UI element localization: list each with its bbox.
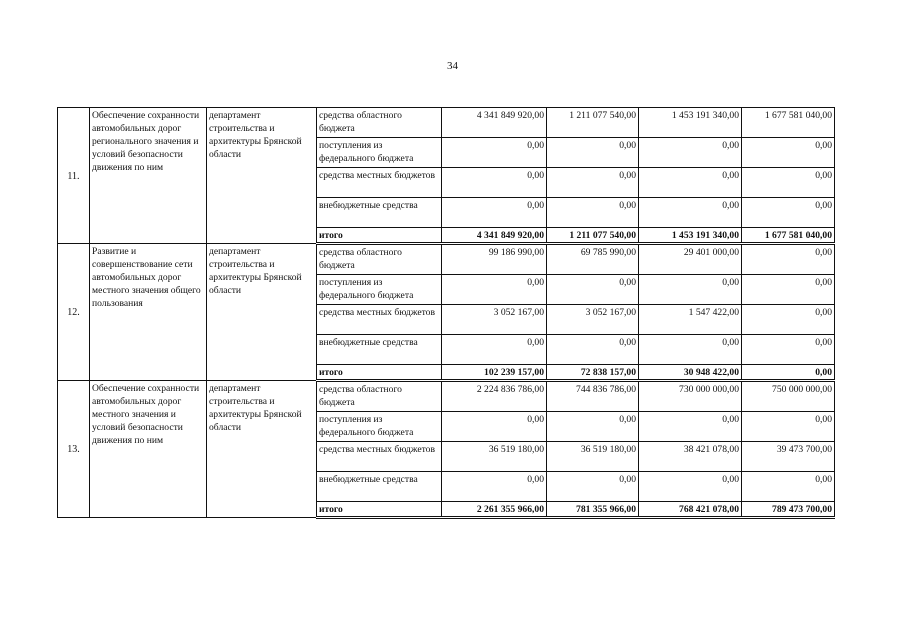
amount-cell: 1 453 191 340,00 [639, 108, 742, 138]
amount-cell: 0,00 [742, 305, 835, 335]
budget-table [57, 107, 835, 519]
funding-source-label: внебюджетные средства [317, 335, 442, 365]
funding-source-label: поступления из федерального бюджета [317, 275, 442, 305]
amount-cell: 0,00 [442, 275, 547, 305]
amount-cell: 0,00 [742, 412, 835, 442]
responsible-department: департамент строительства и архитектуры Брянской области [207, 108, 317, 244]
amount-cell: 36 519 180,00 [442, 442, 547, 472]
amount-cell: 0,00 [639, 335, 742, 365]
total-amount-cell: 789 473 700,00 [742, 502, 835, 518]
funding-source-label: внебюджетные средства [317, 472, 442, 502]
amount-cell: 0,00 [442, 472, 547, 502]
amount-cell: 0,00 [547, 138, 639, 168]
amount-cell: 750 000 000,00 [742, 381, 835, 412]
funding-source-label: поступления из федерального бюджета [317, 138, 442, 168]
total-amount-cell: 4 341 849 920,00 [442, 228, 547, 244]
funding-source-label: средства местных бюджетов [317, 168, 442, 198]
amount-cell: 3 052 167,00 [442, 305, 547, 335]
amount-cell: 2 224 836 786,00 [442, 381, 547, 412]
funding-source-label: внебюджетные средства [317, 198, 442, 228]
measure-name: Обеспечение сохранности автомобильных дорог регионального значения и условий безопасности движения по ним [90, 108, 207, 244]
amount-cell: 1 547 422,00 [639, 305, 742, 335]
total-amount-cell: 1 211 077 540,00 [547, 228, 639, 244]
amount-cell: 0,00 [547, 275, 639, 305]
measure-name: Обеспечение сохранности автомобильных дорог местного значения и условий безопасности движения по ним [90, 381, 207, 518]
amount-cell: 0,00 [742, 275, 835, 305]
amount-cell: 0,00 [742, 168, 835, 198]
total-amount-cell: 1 453 191 340,00 [639, 228, 742, 244]
amount-cell: 730 000 000,00 [639, 381, 742, 412]
amount-cell: 69 785 990,00 [547, 244, 639, 275]
item-number: 13. [58, 381, 90, 518]
funding-source-label: поступления из федерального бюджета [317, 412, 442, 442]
amount-cell: 29 401 000,00 [639, 244, 742, 275]
funding-source-label: средства областного бюджета [317, 244, 442, 275]
amount-cell: 0,00 [742, 244, 835, 275]
amount-cell: 0,00 [639, 198, 742, 228]
amount-cell: 36 519 180,00 [547, 442, 639, 472]
funding-source-label: средства областного бюджета [317, 108, 442, 138]
amount-cell: 39 473 700,00 [742, 442, 835, 472]
amount-cell: 0,00 [639, 472, 742, 502]
amount-cell: 0,00 [639, 168, 742, 198]
total-amount-cell: 30 948 422,00 [639, 365, 742, 381]
amount-cell: 0,00 [442, 138, 547, 168]
total-amount-cell: 768 421 078,00 [639, 502, 742, 518]
total-amount-cell: 102 239 157,00 [442, 365, 547, 381]
amount-cell: 0,00 [639, 275, 742, 305]
table-row [58, 244, 835, 275]
amount-cell: 38 421 078,00 [639, 442, 742, 472]
item-number: 11. [58, 108, 90, 244]
total-amount-cell: 2 261 355 966,00 [442, 502, 547, 518]
amount-cell: 1 677 581 040,00 [742, 108, 835, 138]
amount-cell: 0,00 [442, 198, 547, 228]
amount-cell: 0,00 [742, 138, 835, 168]
amount-cell: 0,00 [547, 198, 639, 228]
total-amount-cell: 72 838 157,00 [547, 365, 639, 381]
amount-cell: 0,00 [742, 472, 835, 502]
amount-cell: 3 052 167,00 [547, 305, 639, 335]
table-row [58, 108, 835, 138]
funding-source-label: средства областного бюджета [317, 381, 442, 412]
amount-cell: 0,00 [547, 168, 639, 198]
amount-cell: 0,00 [547, 335, 639, 365]
amount-cell: 0,00 [742, 198, 835, 228]
funding-source-label: средства местных бюджетов [317, 305, 442, 335]
responsible-department: департамент строительства и архитектуры Брянской области [207, 244, 317, 381]
item-number: 12. [58, 244, 90, 381]
responsible-department: департамент строительства и архитектуры Брянской области [207, 381, 317, 518]
amount-cell: 0,00 [742, 335, 835, 365]
table-row [58, 381, 835, 412]
amount-cell: 1 211 077 540,00 [547, 108, 639, 138]
amount-cell: 0,00 [639, 138, 742, 168]
total-label: итого [317, 365, 442, 381]
page-number: 34 [447, 60, 458, 72]
total-amount-cell: 1 677 581 040,00 [742, 228, 835, 244]
amount-cell: 0,00 [442, 335, 547, 365]
total-amount-cell: 781 355 966,00 [547, 502, 639, 518]
amount-cell: 0,00 [547, 472, 639, 502]
measure-name: Развитие и совершенствование сети автомобильных дорог местного значения общего пользования [90, 244, 207, 381]
amount-cell: 99 186 990,00 [442, 244, 547, 275]
total-label: итого [317, 502, 442, 518]
amount-cell: 0,00 [442, 168, 547, 198]
total-amount-cell: 0,00 [742, 365, 835, 381]
amount-cell: 0,00 [547, 412, 639, 442]
amount-cell: 4 341 849 920,00 [442, 108, 547, 138]
funding-source-label: средства местных бюджетов [317, 442, 442, 472]
total-label: итого [317, 228, 442, 244]
amount-cell: 0,00 [442, 412, 547, 442]
amount-cell: 0,00 [639, 412, 742, 442]
amount-cell: 744 836 786,00 [547, 381, 639, 412]
